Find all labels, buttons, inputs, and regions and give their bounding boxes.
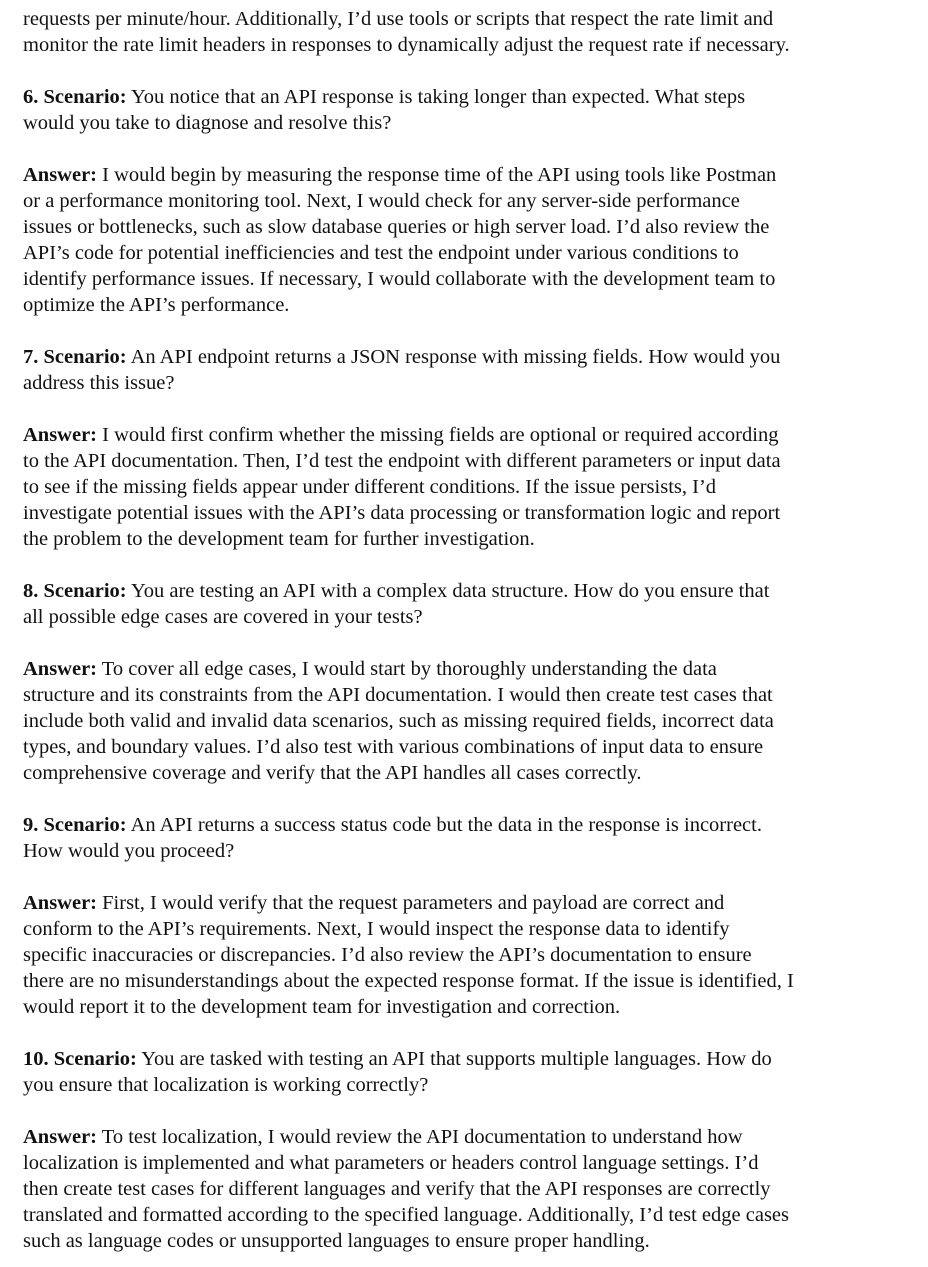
text-line: investigate potential issues with the API’s data processing or transformation logic and report bbox=[23, 502, 781, 524]
text-line: How would you proceed? bbox=[23, 840, 235, 862]
answer-6-paragraph bbox=[23, 162, 918, 318]
paragraph-gap bbox=[23, 136, 918, 162]
answer-10-paragraph bbox=[23, 1124, 918, 1254]
text-line: would report it to the development team for investigation and correction. bbox=[23, 996, 621, 1018]
text-line: monitor the rate limit headers in responses to dynamically adjust the request rate if necessary. bbox=[23, 34, 790, 56]
document-page bbox=[23, 6, 918, 1254]
paragraph-gap bbox=[23, 396, 918, 422]
answer-label: Answer: bbox=[23, 658, 98, 680]
paragraph-gap bbox=[23, 1098, 918, 1124]
text-line: conform to the API’s requirements. Next, I would inspect the response data to identify bbox=[23, 918, 730, 940]
answer-label: Answer: bbox=[23, 1126, 98, 1148]
scenario-label: 9. Scenario: bbox=[23, 814, 127, 836]
text-line: You are tasked with testing an API that supports multiple languages. How do bbox=[136, 1048, 772, 1070]
scenario-label: 10. Scenario: bbox=[23, 1048, 137, 1070]
answer-8-paragraph bbox=[23, 656, 918, 786]
text-line: address this issue? bbox=[23, 372, 175, 394]
text-line: the problem to the development team for further investigation. bbox=[23, 528, 535, 550]
text-line: all possible edge cases are covered in your tests? bbox=[23, 606, 423, 628]
scenario-label: 7. Scenario: bbox=[23, 346, 127, 368]
text-line: First, I would verify that the request parameters and payload are correct and bbox=[97, 892, 725, 914]
text-line: to see if the missing fields appear under different conditions. If the issue persists, I’d bbox=[23, 476, 717, 498]
text-line: translated and formatted according to the specified language. Additionally, I’d test edge cases bbox=[23, 1204, 790, 1226]
text-line: I would begin by measuring the response time of the API using tools like Postman bbox=[97, 164, 777, 186]
text-line: you ensure that localization is working correctly? bbox=[23, 1074, 429, 1096]
text-line: or a performance monitoring tool. Next, I would check for any server-side performance bbox=[23, 190, 740, 212]
text-line: types, and boundary values. I’d also test with various combinations of input data to ensure bbox=[23, 736, 764, 758]
text-line: requests per minute/hour. Additionally, I’d use tools or scripts that respect the rate limit and bbox=[23, 8, 774, 30]
paragraph-gap bbox=[23, 58, 918, 84]
paragraph-gap bbox=[23, 864, 918, 890]
text-line: issues or bottlenecks, such as slow database queries or high server load. I’d also review the bbox=[23, 216, 770, 238]
text-line: such as language codes or unsupported languages to ensure proper handling. bbox=[23, 1230, 650, 1252]
scenario-7-paragraph bbox=[23, 344, 918, 396]
text-line: then create test cases for different languages and verify that the API responses are correctly bbox=[23, 1178, 771, 1200]
text-line: An API returns a success status code but the data in the response is incorrect. bbox=[126, 814, 762, 836]
text-line: there are no misunderstandings about the expected response format. If the issue is identified, I bbox=[23, 970, 794, 992]
text-line: To cover all edge cases, I would start by thoroughly understanding the data bbox=[97, 658, 717, 680]
text-line: include both valid and invalid data scenarios, such as missing required fields, incorrect data bbox=[23, 710, 774, 732]
text-line: An API endpoint returns a JSON response with missing fields. How would you bbox=[126, 346, 781, 368]
text-line: API’s code for potential inefficiencies and test the endpoint under various conditions to bbox=[23, 242, 739, 264]
paragraph-gap bbox=[23, 630, 918, 656]
answer-7-paragraph bbox=[23, 422, 918, 552]
scenario-9-paragraph bbox=[23, 812, 918, 864]
text-line: localization is implemented and what parameters or headers control language settings. I’d bbox=[23, 1152, 759, 1174]
text-line: optimize the API’s performance. bbox=[23, 294, 290, 316]
text-line: to the API documentation. Then, I’d test the endpoint with different parameters or input data bbox=[23, 450, 781, 472]
answer-label: Answer: bbox=[23, 164, 98, 186]
answer-label: Answer: bbox=[23, 892, 98, 914]
paragraph-gap bbox=[23, 318, 918, 344]
text-line: comprehensive coverage and verify that the API handles all cases correctly. bbox=[23, 762, 642, 784]
paragraph-gap bbox=[23, 786, 918, 812]
text-line: structure and its constraints from the API documentation. I would then create test cases that bbox=[23, 684, 773, 706]
intro-paragraph bbox=[23, 6, 918, 58]
paragraph-gap bbox=[23, 1020, 918, 1046]
scenario-6-paragraph bbox=[23, 84, 918, 136]
text-line: would you take to diagnose and resolve this? bbox=[23, 112, 392, 134]
text-line: identify performance issues. If necessary, I would collaborate with the development team to bbox=[23, 268, 776, 290]
scenario-10-paragraph bbox=[23, 1046, 918, 1098]
text-line: I would first confirm whether the missing fields are optional or required according bbox=[97, 424, 779, 446]
paragraph-gap bbox=[23, 552, 918, 578]
answer-label: Answer: bbox=[23, 424, 98, 446]
text-line: You are testing an API with a complex data structure. How do you ensure that bbox=[126, 580, 770, 602]
scenario-label: 8. Scenario: bbox=[23, 580, 127, 602]
answer-9-paragraph bbox=[23, 890, 918, 1020]
scenario-label: 6. Scenario: bbox=[23, 86, 127, 108]
text-line: To test localization, I would review the API documentation to understand how bbox=[97, 1126, 743, 1148]
text-line: You notice that an API response is taking longer than expected. What steps bbox=[126, 86, 746, 108]
text-line: specific inaccuracies or discrepancies. I’d also review the API’s documentation to ensure bbox=[23, 944, 752, 966]
scenario-8-paragraph bbox=[23, 578, 918, 630]
